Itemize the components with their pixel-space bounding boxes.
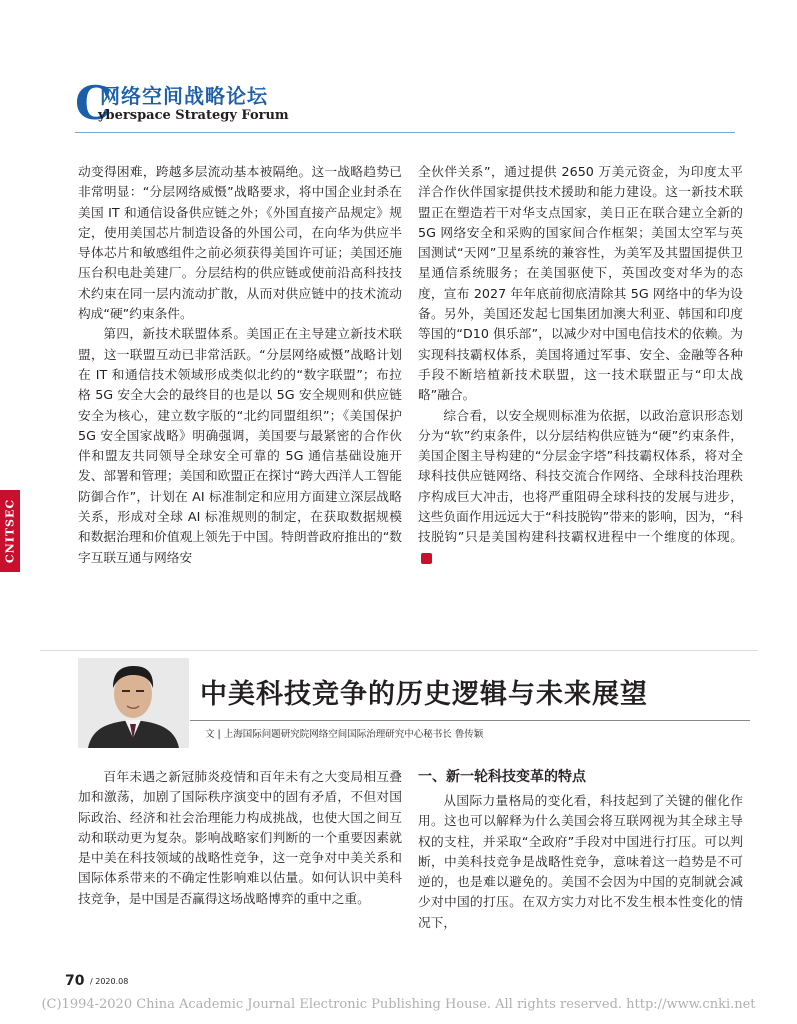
page-number: 70 (65, 973, 85, 989)
end-of-article-mark: 自 (421, 553, 432, 564)
author-portrait (78, 658, 189, 748)
paragraph: 全伙伴关系”，通过提供 2650 万美元资金，为印度太平洋合作伙伴国家提供技术援助和能力建设。这一新技术联盟正在塑造若干对华支点国家，美日正在联合建立全新的 5G 网络安全和采购的国家间合作框架；美国太空军与英国测试“天网”卫星系统的兼容性，为美军及其盟国提供卫星通信系统服务；在美国驱使下，英国改变对华为的态度，宣布 2027 年年底前彻底清除其 5G 网络中的华为设备。另外，美国还发起七国集团加澳大利亚、韩国和印度等国的“D10 俱乐部”，以减少对中国电信技术的依赖。为实现科技霸权体系，美国将通过军事、安全、金融等各种手段不断培植新技术联盟，这一技术联盟正与“印太战略”融合。 (418, 164, 743, 403)
section-paragraph: 从国际力量格局的变化看，科技起到了关键的催化作用。这也可以解释为什么美国会将互联网视为其全球主导权的支柱，并采取“全政府”手段对中国进行打压。可以判断，中美科技竞争是战略性竞争，意味着这一趋势是不可逆的，也是难以避免的。美国不会因为中国的克制就会减少对中国的打压。在双方实力对比不发生根本性变化的情况下， (418, 793, 743, 930)
section-heading: 一、新一轮科技变革的特点 (418, 769, 586, 785)
column-name-cn: 网络空间战略论坛 (100, 84, 268, 108)
article-separator (40, 650, 758, 651)
paragraph: 第四，新技术联盟体系。美国正在主导建立新技术联盟，这一联盟互动已非常活跃。“分层网络威慑”战略计划在 IT 和通信技术领域形成类似北约的“数字联盟”；布拉格 5G 安全大会的最终目的也是以 5G 安全规则和供应链安全为核心，建立数字版的“北约同盟组织”；《美国保护 5G 安全国家战略》明确强调，美国要与最紧密的合作伙伴和盟友共同领导全球安全可靠的 5G 通信基础设施开发、部署和管理；美国和欧盟正在探讨“跨大西洋人工智能防御合作”，计划在 AI 标准制定和应用方面建立深层战略关系，形成对全球 AI 标准规则的制定，在获取数据规模和数据治理和价值观上领先于中国。特朗普政府推出的“数字互联互通与网络安 (78, 326, 402, 565)
intro-paragraph: 百年未遇之新冠肺炎疫情和百年未有之大变局相互叠加和激荡，加剧了国际秩序演变中的固有矛盾，不但对国际政治、经济和社会治理能力构成挑战，也使大国之间互动和联动更为复杂。影响战略家们判断的一个重要因素就是中美在科技领域的战略性竞争，这一竞争对中美关系和国际体系带来的不确定性影响难以估量。如何认识中美科技竞争，是中国是否赢得这场战略博弈的重中之重。 (78, 769, 402, 906)
title-divider (190, 720, 750, 721)
column-name-en: yberspace Strategy Forum (98, 108, 289, 123)
brand-logo-letter: C (75, 76, 112, 130)
issue-date: / 2020.08 (90, 977, 129, 986)
article-byline: 文 | 上海国际问题研究院网络空间国际治理研究中心秘书长 鲁传颖 (205, 729, 484, 740)
previous-article-right-column (418, 162, 743, 568)
journal-side-tab (0, 490, 20, 572)
header-divider (75, 132, 735, 133)
article-left-column (78, 767, 402, 909)
article-title: 中美科技竞争的历史逻辑与未来展望 (200, 679, 648, 710)
author-portrait-drawing (78, 658, 189, 748)
paragraph (418, 406, 743, 568)
side-tab-label: CNITSEC (3, 498, 17, 564)
paragraph-text: 综合看，以安全规则标准为依据，以政治意识形态划分为“软”约束条件，以分层结构供应链为“硬”约束条件，美国企图主导构建的“分层金字塔”科技霸权体系，将对全球科技供应链网络、科技交流合作网络、全球科技治理秩序构成巨大冲击，也将严重阻碍全球科技的发展与进步，这些负面作用远远大于“科技脱钩”带来的影响，因为，“科技脱钩”只是美国构建科技霸权进程中一个维度的体现。 (418, 407, 743, 545)
paragraph: 动变得困难，跨越多层流动基本被隔绝。这一战略趋势已非常明显：“分层网络威慑”战略要求，将中国企业封杀在美国 IT 和通信设备供应链之外；《外国直接产品规定》规定，使用美国芯片制造设备的外国公司，在向华为供应半导体芯片和敏感组件之前必须获得美国许可证；美国还施压台积电赴美建厂。分层结构的供应链或使前沿高科技技术约束在同一层内流动扩散，从而对供应链中的技术流动构成“硬”约束条件。 (78, 164, 402, 322)
copyright-watermark: (C)1994-2020 China Academic Journal Electronic Publishing House. All rights reserved. http://www.cnki.net (41, 997, 756, 1012)
previous-article-left-column (78, 162, 402, 568)
article-right-column (418, 767, 743, 933)
